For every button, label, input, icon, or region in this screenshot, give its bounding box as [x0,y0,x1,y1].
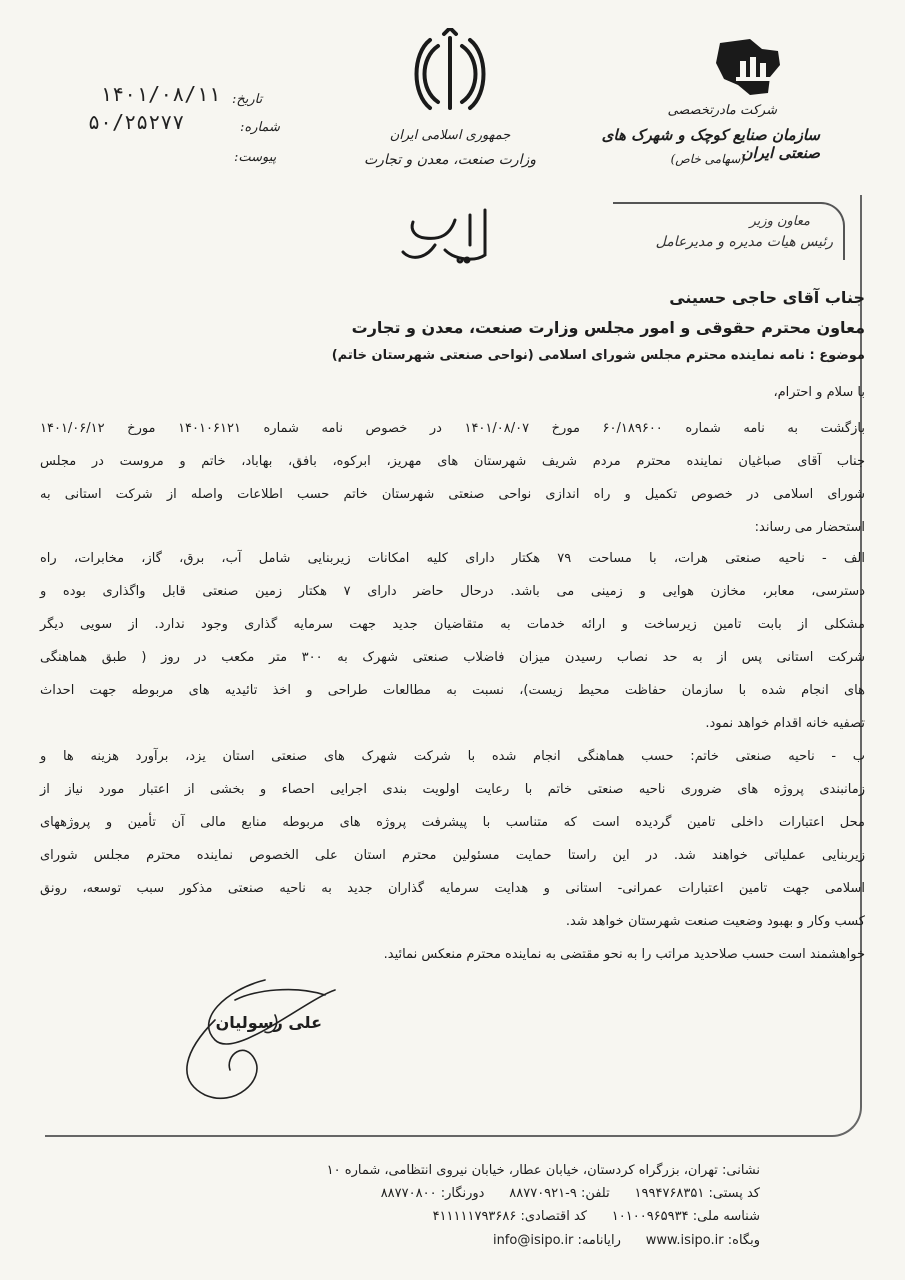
gov-line-2: وزارت صنعت، معدن و تجارت [363,152,537,168]
body-line: شرکت استانی پس از به حد نصاب رسیدن میزان فاضلاب صنعتی شهرک به ۳۰۰ متر مکعب در روز ( طبق هماهنگی [40,650,866,665]
address-value: تهران، بزرگراه کردستان، خیابان عطار، خیابان نیروی انتظامی، شماره ۱۰ [326,1163,718,1178]
email-link[interactable]: info@isipo.ir [492,1233,574,1248]
greeting: با سلام و احترام، [773,385,865,400]
postal-value: ۱۹۹۴۷۶۸۳۵۱ [634,1186,705,1201]
phone-label: تلفن: [580,1186,610,1201]
date-label: تاریخ: [232,92,263,107]
body-line: اسلامی جهت تامین اعتبارات عمرانی- استانی و هدایت سرمایه گذاران جدید به ناحیه صنعتی مذکور سبب توسعه، رونق [40,881,865,896]
attachment-label: پیوست: [234,150,277,165]
isipo-logo-icon [710,35,785,100]
date-value: ۱۴۰۱/۰۸/۱۱ [100,82,221,106]
body-line: استحضار می رساند: [754,520,865,535]
body-line: زیربنایی عملیاتی خواهند شد. در این راستا حمایت مسئولین محترم استان علی الخصوص نماینده محترم مجلس شورای [40,848,865,863]
website-label: وبگاه: [727,1233,760,1248]
economic-code-value: ۴۱۱۱۱۱۷۹۳۶۸۶ [432,1209,517,1224]
website-link[interactable]: www.isipo.ir [645,1233,724,1248]
body-line: ب - ناحیه صنعتی خاتم: حسب هماهنگی انجام شده با شرکت شهرک های صنعتی استان یزد، برآورد هزینه ها و [40,749,865,764]
footer-web [493,1233,760,1248]
office-box [613,202,845,260]
fax-value: ۸۸۷۷۰۸۰۰ [380,1186,437,1201]
address-label: نشانی: [721,1163,760,1178]
signer-name: علی رسولیان [215,1013,322,1032]
recipient-position: معاون محترم حقوقی و امور مجلس وزارت صنعت، معدن و تجارت [351,318,865,337]
letter-number-value: ۵۰/۲۵۲۷۷ [88,110,185,134]
body-line: تصفیه خانه اقدام خواهد نمود. [705,716,865,731]
handwritten-signature-icon [155,960,355,1110]
footer-contact [381,1186,760,1201]
body-line: دسترسی، معابر، مخازن هوایی و زمینی می باشد. درحال حاضر دارای ۷ هکتار زمین صنعتی قابل واگذاری بوده و [40,584,865,599]
national-id-value: ۱۰۱۰۰۹۶۵۹۳۴ [611,1209,689,1224]
letter-subject: موضوع : نامه نماینده محترم مجلس شورای اسلامی (نواحی صنعتی شهرستان خاتم) [331,348,865,363]
body-line: های انجام شده با سازمان حفاظت محیط زیست)، نسبت به مطالعات طراحی و اخذ تائیدیه های مربوطه جهت احداث [40,683,865,698]
gov-line-1: جمهوری اسلامی ایران [389,128,511,143]
phone-value: ۹-۸۸۷۷۰۹۲۱ [509,1186,577,1201]
body-line: بازگشت به نامه شماره ۶۰/۱۸۹۶۰۰ مورخ ۱۴۰۱/۰۸/۰۷ در خصوص نامه شماره ۱۴۰۱۰۶۱۲۱ مورخ ۱۴۰۱/۰۶/۱۲ [40,421,865,436]
email-label: رایانامه: [577,1233,621,1248]
office-line-2: رئیس هیات مدیره و مدیرعامل [655,234,833,250]
body-line: محل اعتبارات داخلی تامین گردیده است که متناسب با پیشرفت پروژه های مربوطه منابع مالی آن تأمین و پروژههای [40,815,865,830]
body-line: شورای اسلامی در خصوص تکمیل و راه اندازی نواحی صنعتی شهرستان خاتم حسب اطلاعات واصله از شرکت استانی به [40,487,865,502]
body-line: زمانبندی پروژه های ضروری ناحیه صنعتی خاتم با رعایت اولویت بندی اجرایی احصاء و بخشی از اعتبار مورد نیاز از [40,782,865,797]
invocation-calligraphy-icon [395,200,505,270]
footer-ids [433,1209,760,1224]
number-label: شماره: [240,120,280,135]
body-line: جناب آقای صباغیان نماینده محترم مردم شریف شهرستان های مهریز، ابرکوه، بافق، بهاباد، خاتم و مروست در مجلس [40,454,865,469]
office-line-1: معاون وزیر [749,214,810,229]
recipient-name: جناب آقای حاجی حسینی [669,288,865,307]
body-line: الف - ناحیه صنعتی هرات، با مساحت ۷۹ هکتار دارای کلیه امکانات زیربنایی شامل آب، برق، گاز، مخابرات، راه [40,551,866,566]
body-line: کسب وکار و بهبود وضعیت صنعت شهرستان خواهد شد. [565,914,865,929]
iran-emblem-icon [410,28,490,118]
org-line-1: شرکت مادرتخصصی [667,103,777,118]
fax-label: دورنگار: [440,1186,485,1201]
postal-label: کد پستی: [708,1186,760,1201]
body-line: مشکلی از بابت تامین زیرساخت و ارائه خدمات به متقاضیان جدید جهت سرمایه گذاری وجود ندارد. از سویی دیگر [40,617,865,632]
org-line-3: (سهامی خاص) [670,152,745,166]
national-id-label: شناسه ملی: [692,1209,760,1224]
closing-line: خواهشمند است حسب صلاحدید مراتب را به نحو مقتضی به نماینده محترم منعکس نمائید. [383,947,865,962]
economic-code-label: کد اقتصادی: [520,1209,587,1224]
org-line-2: سازمان صنایع کوچک و شهرک های صنعتی ایران [601,126,820,162]
footer-address [327,1163,760,1178]
